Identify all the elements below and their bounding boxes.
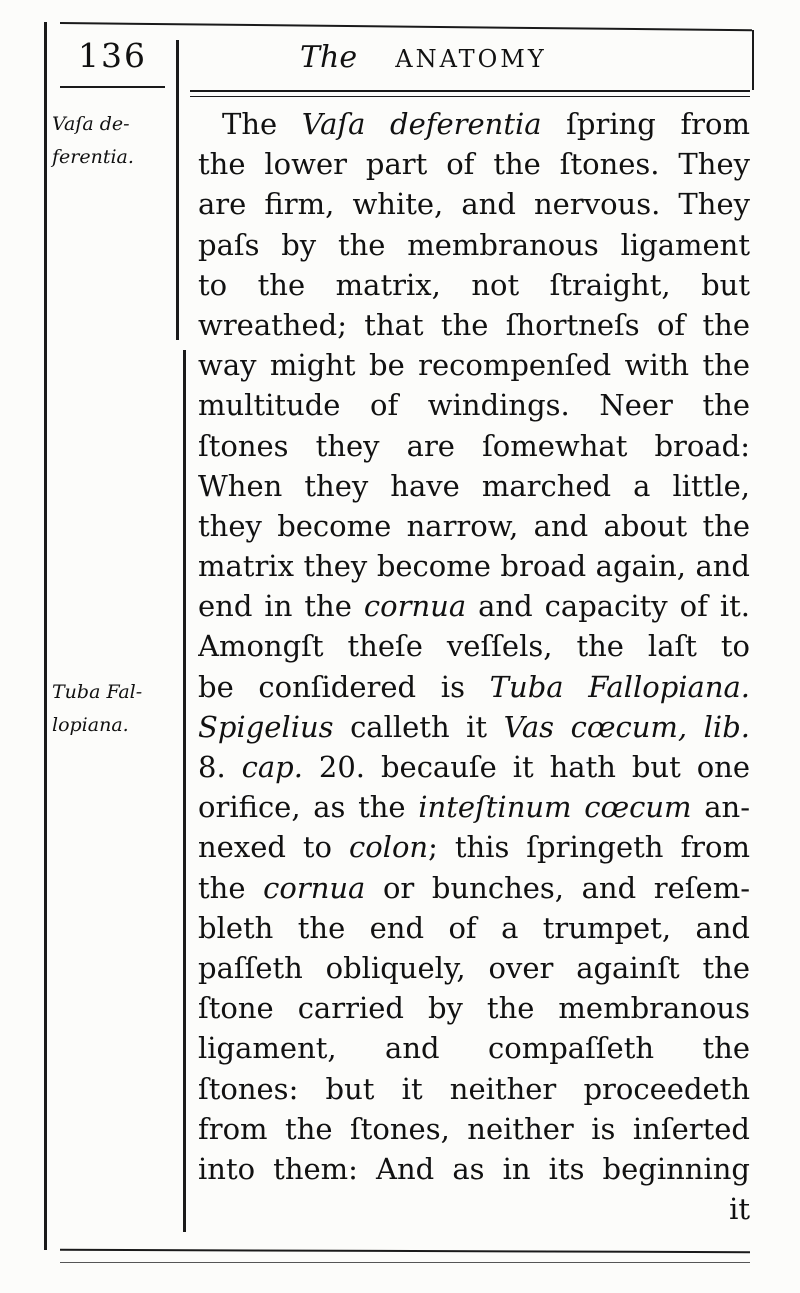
text-span: nexed to (198, 830, 349, 865)
text-span: matrix they become broad again, and (198, 549, 750, 584)
body-text-line (198, 1149, 750, 1189)
text-span: wreathed; that the ſhortneſs of the (198, 307, 750, 342)
body-text-line (198, 868, 750, 908)
body-text-line (198, 305, 750, 345)
text-span: to the matrix, not ſtraight, but (198, 267, 750, 302)
italic-text-span: cornua (263, 870, 366, 905)
body-text-line (198, 144, 750, 184)
text-span: ſtones they are ſomewhat broad: (198, 428, 750, 463)
italic-text-span: Tuba Fallopiana. (489, 669, 750, 704)
margin-note-line: lopiana. (52, 714, 129, 736)
body-text-line (198, 626, 750, 666)
text-span: the (198, 870, 264, 905)
body-text-line (198, 988, 750, 1028)
body-text-column (198, 104, 750, 1229)
text-span: they become narrow, and about the (198, 508, 750, 543)
body-text-line (198, 1069, 750, 1109)
italic-text-span: Spigelius (198, 709, 334, 744)
text-span: it (729, 1192, 750, 1227)
page-number: 136 (78, 36, 147, 75)
margin-note-line: Tuba Fal- (52, 681, 143, 703)
text-span: 20. becauſe it hath but one (302, 750, 750, 784)
header-rule-left (60, 86, 165, 88)
text-span: or bunches, and reſem- (365, 870, 750, 905)
text-span: be conſidered is (198, 669, 490, 704)
text-span: and capacity of it. (466, 589, 750, 624)
text-span: multitude of windings. Neer the (198, 388, 750, 423)
text-span: Amongſt theſe veſſels, the laſt to (198, 629, 750, 664)
italic-text-span: cornua (363, 589, 467, 624)
body-text-line (198, 787, 750, 827)
body-text-line (198, 506, 750, 546)
header-rule-right-thin (190, 96, 750, 97)
text-span: the lower part of the ſtones. They (198, 147, 750, 182)
body-text-line (198, 184, 750, 224)
text-span: calleth it (333, 709, 504, 744)
body-text-line (198, 707, 750, 747)
body-text-line (198, 345, 750, 385)
text-span: paſs by the membranous ligament (198, 227, 750, 262)
body-text-line (198, 1109, 750, 1149)
text-span: are firm, white, and nervous. They (198, 187, 750, 222)
body-text-line (198, 908, 750, 948)
body-text-line (198, 265, 750, 305)
italic-text-span: Vaſa deferentia (301, 107, 542, 141)
text-span: ſtones: but it neither proceedeth (198, 1071, 750, 1106)
running-head-the: The (300, 40, 358, 75)
margin-divider-rule-upper (176, 40, 179, 340)
top-frame-rule (60, 22, 752, 31)
margin-divider-rule-lower (183, 350, 186, 1232)
header-rule-right (190, 90, 750, 92)
body-text-line (198, 586, 750, 626)
bottom-frame-rule (60, 1249, 750, 1253)
text-span: orifice, as the (198, 790, 419, 825)
body-text-line (198, 104, 750, 144)
text-span: from the ſtones, neither is inſerted (198, 1111, 750, 1146)
body-text-line (198, 1189, 750, 1229)
text-span: way might be recompenſed with the (198, 348, 750, 383)
italic-text-span: inteſtinum cœcum (418, 790, 692, 825)
body-text-line (198, 948, 750, 988)
body-text-line (198, 426, 750, 466)
body-text-line (198, 747, 750, 787)
body-text-line (198, 1028, 750, 1068)
body-text-line (198, 667, 750, 707)
text-span: paſſeth obliquely, over againſt the (198, 950, 750, 985)
italic-text-span: cap. (241, 750, 303, 784)
body-text-line (198, 385, 750, 425)
text-span: ligament, and compaſſeth the (198, 1031, 750, 1066)
margin-note-vasa-deferentia (52, 108, 134, 174)
body-text-line (198, 225, 750, 265)
text-span: ſpring from (541, 107, 750, 141)
right-frame-rule (752, 30, 754, 90)
body-text-line (198, 466, 750, 506)
margin-note-line: ferentia. (52, 146, 134, 168)
running-head (300, 40, 547, 75)
text-span: end in the (198, 589, 364, 624)
text-span: into them: And as in its beginning (198, 1151, 750, 1186)
left-frame-rule (44, 22, 47, 1250)
italic-text-span: colon (348, 830, 429, 865)
body-text-line (198, 546, 750, 586)
text-span: bleth the end of a trumpet, and (198, 910, 750, 945)
margin-note-tuba-fallopiana (52, 676, 142, 742)
body-text-line (198, 827, 750, 867)
margin-note-line: Vaſa de- (52, 113, 130, 135)
running-head-title: ANATOMY (395, 45, 547, 73)
text-span: ; this ſpringeth from (428, 830, 750, 865)
text-span: When they have marched a little, (198, 468, 750, 503)
text-span: ſtone carried by the membranous (198, 991, 750, 1026)
italic-text-span: Vas cœcum, lib. (503, 709, 750, 744)
text-span: 8. (198, 750, 242, 784)
bottom-frame-rule-thin (60, 1262, 750, 1263)
text-span: an- (691, 790, 750, 825)
text-span: The (222, 107, 302, 141)
